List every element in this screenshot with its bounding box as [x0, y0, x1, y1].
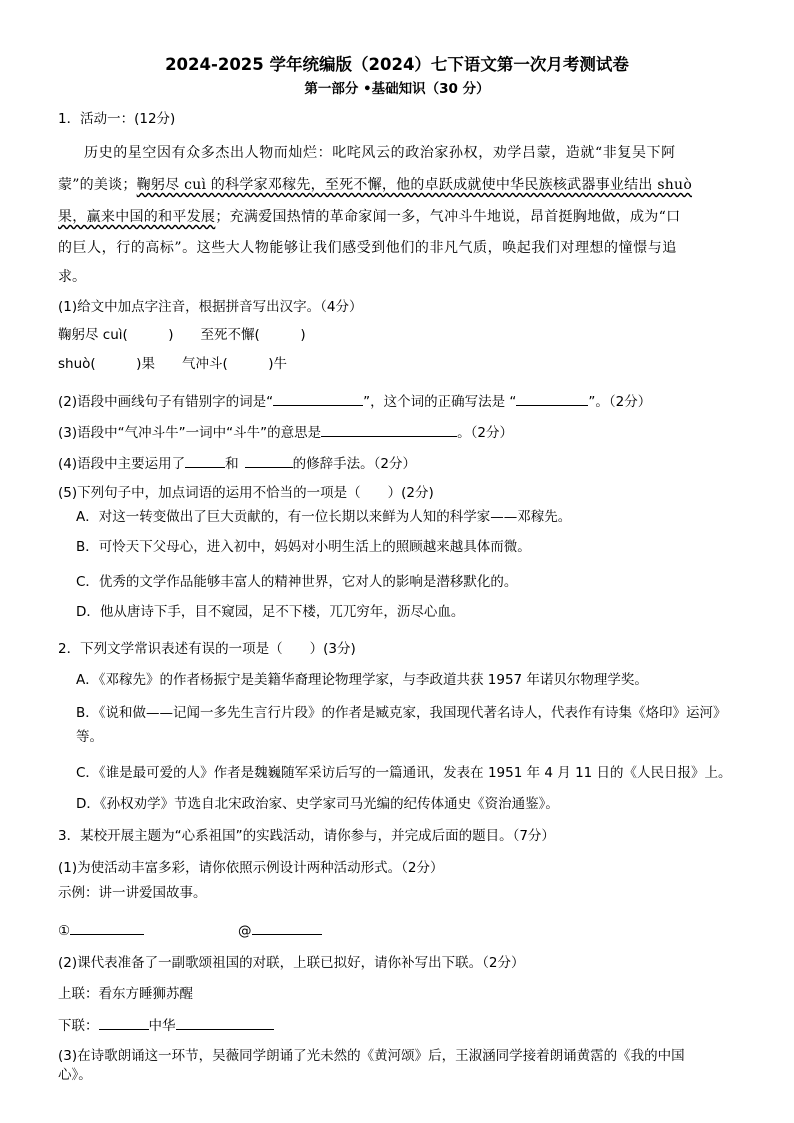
- answer-blank-couplet-2[interactable]: [176, 1015, 274, 1030]
- passage-line-3: [58, 208, 680, 226]
- q2-option-a: A．《邓稼先》的作者杨振宁是美籍华裔理论物理学家，与李政道共获 1957 年诺贝尔物理学奖。: [76, 672, 648, 688]
- q1-sub4-text-a: (4)语段中主要运用了: [58, 456, 186, 472]
- circled-two-marker: @: [238, 923, 252, 939]
- q3-example: 示例：讲一讲爱国故事。: [58, 885, 207, 901]
- q1-heading: 1．活动一：(12分): [58, 111, 176, 127]
- q3-heading: 3．某校开展主题为“心系祖国”的实践活动，请你参与，并完成后面的题目。（7分）: [58, 828, 555, 844]
- q1-sub4-text-c: 的修辞手法。（2分）: [292, 456, 416, 472]
- section-subtitle: 第一部分 •基础知识（30 分）: [304, 81, 490, 97]
- lower-couplet-label: 下联：: [58, 1018, 99, 1034]
- q1-sub2-text-c: ”。（2分）: [588, 394, 652, 410]
- passage-line-2: [58, 176, 692, 194]
- q1-sub1: (1)给文中加点字注音，根据拼音写出汉字。（4分）: [58, 299, 363, 315]
- answer-blank-activity-2[interactable]: [252, 920, 322, 935]
- q3-sub3-line2: 心》。: [58, 1067, 92, 1083]
- q1-option-a: A．对这一转变做出了巨大贡献的，有一位长期以来鲜为人知的科学家——邓稼先。: [76, 509, 572, 525]
- q1-sub1-line1: 鞠躬尽 cuì( ) 至死不懈( ): [58, 327, 306, 343]
- q2-option-c: C．《谁是最可爱的人》作者是魏巍随军采访后写的一篇通讯，发表在 1951 年 4 月 11 日的《人民日报》上。: [76, 765, 732, 781]
- q3-activity-blank-1: [58, 920, 144, 940]
- answer-blank-rhetoric-1[interactable]: [185, 453, 225, 468]
- q1-sub4-text-b: 和: [225, 456, 239, 472]
- passage-line-1: 历史的星空因有众多杰出人物而灿烂：叱咤风云的政治家孙权，劝学吕蒙，造就“非复吴下阿: [84, 145, 676, 161]
- circled-one-marker: ①: [58, 923, 71, 939]
- answer-blank-douniu[interactable]: [321, 422, 457, 437]
- answer-blank-activity-1[interactable]: [70, 920, 144, 935]
- q2-option-d: D．《孙权劝学》节选自北宋政治家、史学家司马光编的纪传体通史《资治通鉴》。: [76, 796, 559, 812]
- q3-sub2: (2)课代表准备了一副歌颂祖国的对联，上联已拟好，请你补写出下联。（2分）: [58, 955, 525, 971]
- q3-activity-blank-2: [238, 920, 322, 940]
- exam-title: 2024-2025 学年统编版（2024）七下语文第一次月考测试卷: [165, 55, 629, 74]
- passage-wavy-underline: 鞠躬尽 cuì 的科学家邓稼先，至死不懈，他的卓跃成就使中华民族核武器事业结出 shuò: [136, 177, 693, 193]
- q2-heading: 2．下列文学常识表述有误的一项是（ ）(3分): [58, 641, 356, 657]
- q1-sub2-text-b: ”，这个词的正确写法是 “: [363, 394, 517, 410]
- q2-option-b-cont: 等。: [76, 729, 103, 745]
- lower-couplet-mid: 中华: [148, 1018, 176, 1034]
- q1-sub3-text-b: 。（2分）: [457, 425, 513, 441]
- q1-sub4: [58, 453, 416, 473]
- q1-option-d: D．他从唐诗下手，目不窥园，足不下楼，兀兀穷年，沥尽心血。: [76, 604, 465, 620]
- answer-blank-rhetoric-2[interactable]: [245, 453, 293, 468]
- q1-sub3-text-a: (3)语段中“气冲斗牛”一词中“斗牛”的意思是: [58, 425, 322, 441]
- q1-sub1-line2: shuò( )果 气冲斗( )牛: [58, 356, 287, 372]
- q1-sub5: (5)下列句子中，加点词语的运用不恰当的一项是（ ）(2分): [58, 485, 434, 501]
- q3-lower-couplet: [58, 1015, 274, 1035]
- answer-blank-correct-word[interactable]: [516, 391, 588, 406]
- passage-line-4: 的巨人，行的高标”。这些大人物能够让我们感受到他们的非凡气质，唤起我们对理想的憧憬与追: [58, 240, 677, 256]
- answer-blank-couplet-1[interactable]: [99, 1015, 149, 1030]
- q3-sub1: (1)为使活动丰富多彩，请你依照示例设计两种活动形式。（2分）: [58, 860, 444, 876]
- q1-option-b: B．可怜天下父母心，进入初中，妈妈对小明生活上的照顾越来越具体而微。: [76, 539, 531, 555]
- passage-wavy-underline-end: 果，赢来中国的和平发展: [58, 209, 216, 225]
- passage-line-3-rest: ；充满爱国热情的革命家闻一多，气冲斗牛地说，昂首挺胸地做，成为“口: [215, 209, 681, 225]
- q1-sub2-text-a: (2)语段中画线句子有错别字的词是“: [58, 394, 274, 410]
- passage-line-2-start: 蒙”的美谈；: [58, 177, 137, 193]
- q1-sub2: [58, 391, 651, 411]
- q3-sub3-line1: (3)在诗歌朗诵这一环节，吴薇同学朗诵了光未然的《黄河颂》后，王淑涵同学接着朗诵黄霑的《我的中国: [58, 1048, 685, 1064]
- q3-upper-couplet: 上联：看东方睡狮苏醒: [58, 986, 193, 1002]
- q2-option-b: B．《说和做——记闻一多先生言行片段》的作者是臧克家，我国现代著名诗人，代表作有诗集《烙印》运河》: [76, 705, 727, 721]
- q1-option-c: C．优秀的文学作品能够丰富人的精神世界，它对人的影响是潜移默化的。: [76, 574, 518, 590]
- passage-line-5: 求。: [58, 269, 86, 285]
- q1-sub3: [58, 422, 513, 442]
- answer-blank-wrong-word[interactable]: [273, 391, 363, 406]
